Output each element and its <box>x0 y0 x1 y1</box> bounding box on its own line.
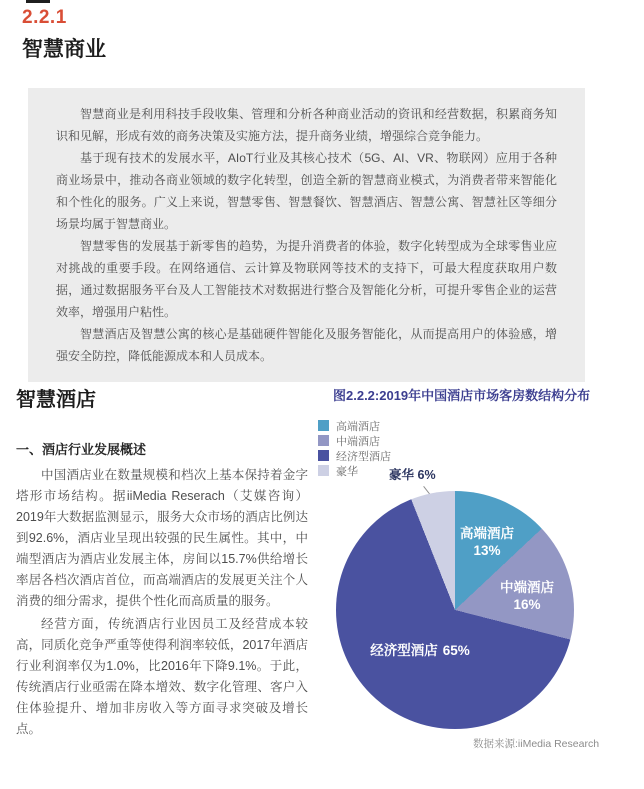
legend-swatch <box>318 465 329 476</box>
slice-name: 高端酒店 <box>460 526 514 541</box>
slice-percent: 6% <box>417 468 436 482</box>
legend-item <box>318 448 391 463</box>
slice-percent: 65% <box>442 643 470 658</box>
section-title: 智慧商业 <box>22 38 106 61</box>
legend-swatch <box>318 435 329 446</box>
pie-slice-label-economy <box>345 642 495 659</box>
slice-name: 中端酒店 <box>500 580 554 595</box>
top-divider-mark <box>26 0 50 3</box>
slice-name: 经济型酒店 <box>370 643 438 658</box>
slice-name: 豪华 <box>389 468 415 482</box>
legend-label: 中端酒店 <box>336 435 380 448</box>
legend-item <box>318 463 391 478</box>
legend-swatch <box>318 450 329 461</box>
summary-paragraph: 智慧酒店及智慧公寓的核心是基础硬件智能化及服务智能化，从而提高用户的体验感，增强安全防控，降低能源成本和人员成本。 <box>56 327 557 363</box>
hotel-market-pie-chart-figure <box>318 383 638 778</box>
legend-label: 高端酒店 <box>336 420 380 433</box>
slice-percent: 16% <box>513 597 541 612</box>
summary-paragraph: 基于现有技术的发展水平，AIoT行业及其核心技术（5G、AI、VR、物联网）应用于各种商业场景中，推动各商业领域的数字化转型，创造全新的智慧商业模式，为消费者带来智能化和个性化的服务。广义上来说，智慧零售、智慧餐饮、智慧酒店、智慧公寓、智慧社区等细分场景均属于智慧商业。 <box>56 151 557 231</box>
slice-percent: 13% <box>473 543 501 558</box>
legend-item <box>318 418 391 433</box>
summary-paragraph: 智慧零售的发展基于新零售的趋势，为提升消费者的体验，数字化转型成为全球零售业应对挑战的重要手段。在网络通信、云计算及物联网等技术的支持下，可最大程度获取用户数据，通过数据服务平台及人工智能技术对数据进行整合及智能化分析，可提升零售企业的运营效率，增强用户粘性。 <box>56 239 557 319</box>
legend-item <box>318 433 391 448</box>
pie-slice-label-premium <box>432 525 542 559</box>
legend-label: 经济型酒店 <box>336 450 391 463</box>
hotel-subheading: 一、酒店行业发展概述 <box>16 442 147 457</box>
summary-box <box>28 88 585 382</box>
legend-label: 豪华 <box>336 465 358 478</box>
section-number: 2.2.1 <box>22 7 67 28</box>
pie-slice-label-midscale <box>472 579 582 613</box>
hotel-paragraph: 中国酒店业在数量规模和档次上基本保持着金字塔形市场结构。据iiMedia Reserach（艾媒咨询）2019年大数据监测显示，服务大众市场的酒店比例达到92.6%，酒店业呈现出较强的民生属性。其中，中端型酒店为酒店业发展主体，房间以15.7%供给增长率居各档次酒店首位，而高端酒店的发展更关注个人消费的细分需求，提供个性化而高质量的服务。 <box>16 468 308 608</box>
hotel-section <box>16 383 308 740</box>
legend-swatch <box>318 420 329 431</box>
hotel-paragraph: 经营方面，传统酒店行业因员工及经营成本较高，同质化竞争严重等使得利润率较低，2017年酒店行业利润率仅为1.0%，比2016年下降9.1%。于此，传统酒店行业亟需在降本增效、数字化管理、客户入住体验提升、增加非房收入等方面寻求突破及增长点。 <box>16 617 308 736</box>
chart-legend <box>318 418 391 478</box>
chart-data-source: 数据来源:iiMedia Research <box>473 738 600 750</box>
hotel-section-title: 智慧酒店 <box>16 389 96 411</box>
chart-title: 图2.2.2:2019年中国酒店市场客房数结构分布 <box>333 388 591 403</box>
pie-slice-label-luxury <box>389 465 436 483</box>
summary-paragraph: 智慧商业是利用科技手段收集、管理和分析各种商业活动的资讯和经营数据，积累商务知识和见解，形成有效的商务决策及实施方法，提升商务业绩，增强综合竞争能力。 <box>56 107 557 143</box>
